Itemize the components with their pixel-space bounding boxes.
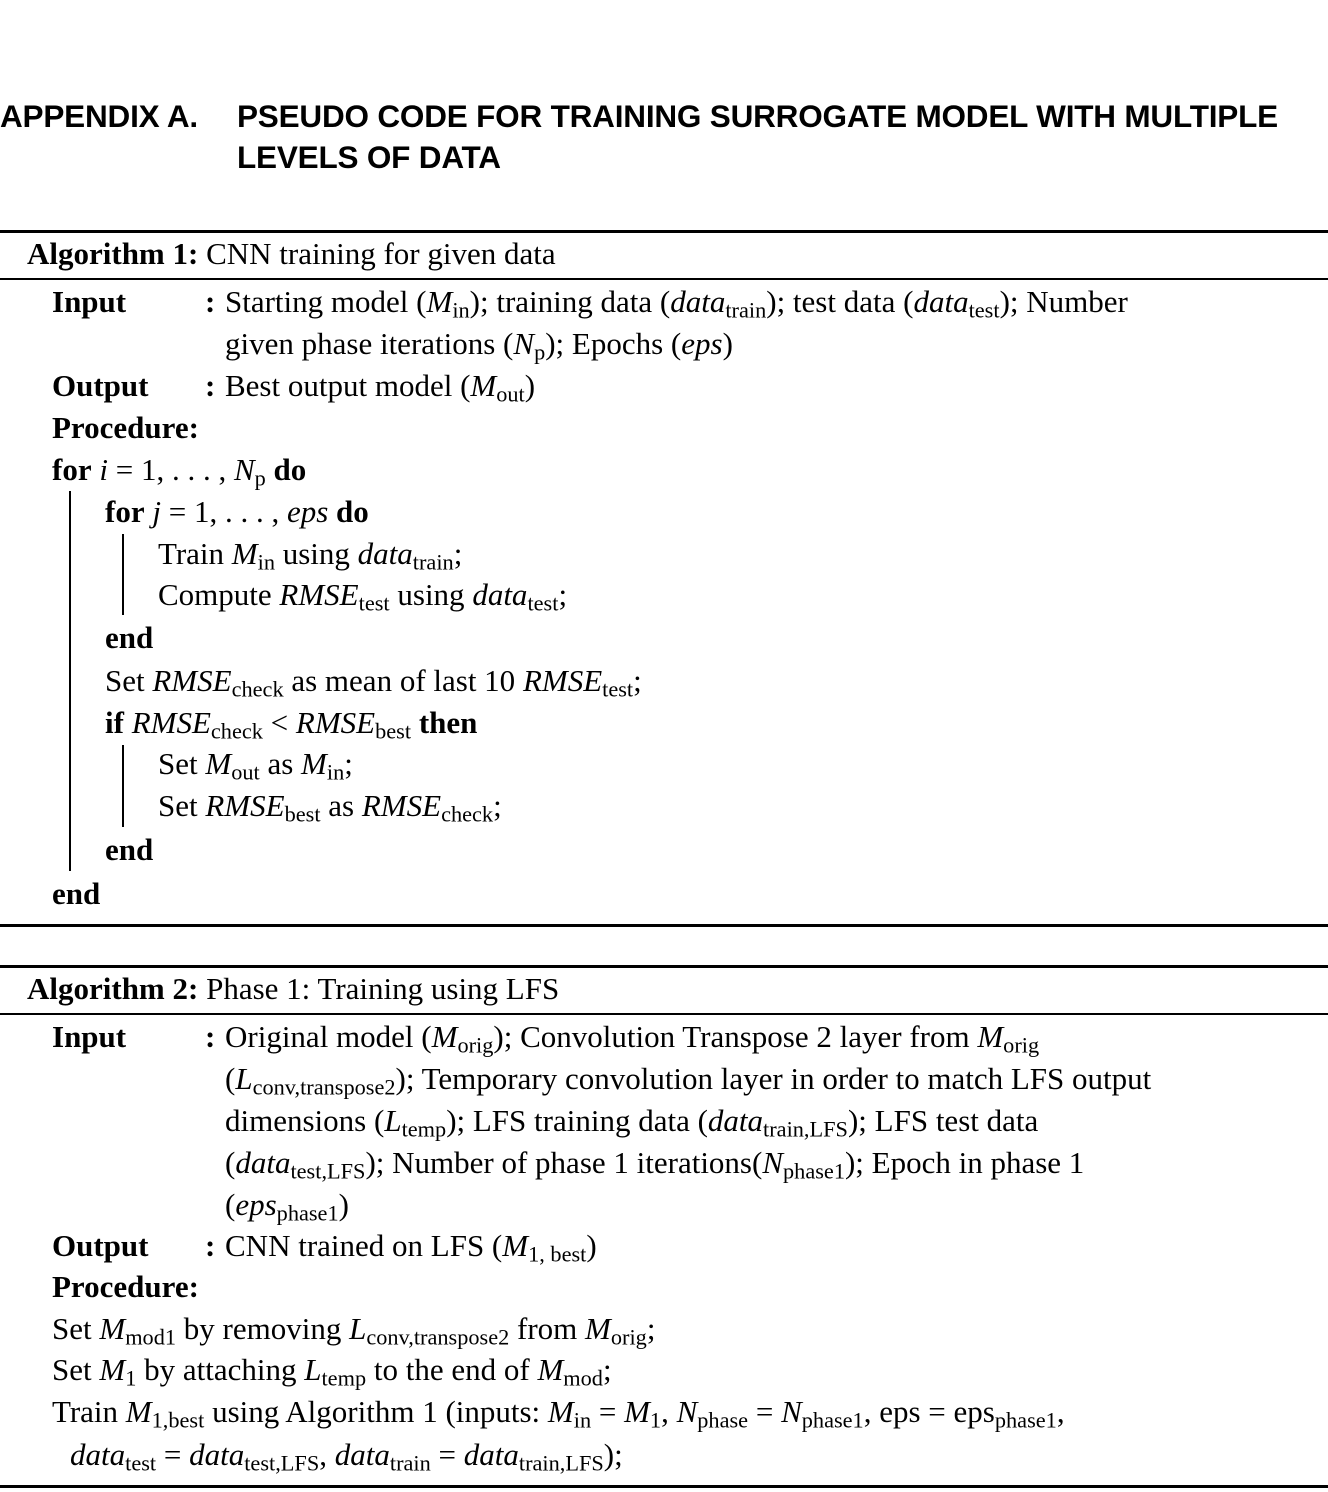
algo2-output-text: CNN trained on LFS $(M_{1, best})$ [225, 1228, 597, 1267]
algo2-input-line-3: dimensions $(L_{temp})$; LFS training data (data$_{train,LFS}$); LFS test data [225, 1103, 1039, 1142]
algo1-caption [27, 236, 556, 272]
algo1-inner-end: end [105, 620, 154, 655]
algo2-step-set-m1: Set $M_1$ by attaching $L_{temp}$ to the end of $M_{mod}$; [52, 1352, 612, 1391]
algo1-outer-loop-bar [69, 491, 71, 871]
algo1-set-mout: Set $M_{out}$ as $M_{in}$; [158, 746, 353, 785]
algo1-compute-step: Compute $RMSE_{test}$ using data$_{test}$; [158, 577, 568, 616]
algo2-input-line-1: Original model $(M_{orig})$; Convolution Transpose 2 layer from $M_{orig}$ [225, 1019, 1040, 1058]
algo2-top-rule [0, 965, 1328, 968]
algo1-label: Algorithm 1: [27, 236, 199, 271]
algo2-output-keyword: Output [52, 1228, 149, 1263]
algo1-output-text: Best output model $(M_{out})$ [225, 368, 536, 407]
algo2-bottom-rule [0, 1485, 1328, 1488]
algo1-caption-rule [0, 278, 1328, 280]
algo1-train-step: Train $M_{in}$ using data$_{train}$; [158, 536, 463, 575]
algo1-procedure-keyword: Procedure: [52, 410, 199, 445]
algo1-title: CNN training for given data [206, 236, 556, 271]
appendix-label: APPENDIX A. [0, 98, 198, 134]
algo1-input-colon: : [205, 284, 216, 319]
algo1-top-rule [0, 230, 1328, 233]
algo1-outer-for: for i = 1, . . . , $N_p$ do [52, 452, 307, 491]
algo1-set-best: Set $RMSE_{best}$ as $RMSE_{check}$; [158, 788, 502, 827]
algo2-caption-rule [0, 1013, 1328, 1015]
algo2-input-line-2: $(L_{conv,transpose2})$; Temporary convolution layer in order to match LFS output [225, 1061, 1152, 1100]
algo2-title: Phase 1: Training using LFS [206, 971, 560, 1006]
algo1-inner-loop-bar [122, 534, 124, 615]
algo1-bottom-rule [0, 924, 1328, 927]
algo1-output-colon: : [205, 368, 216, 403]
algo2-input-colon: : [205, 1019, 216, 1054]
algo1-if-bar [122, 745, 124, 827]
algo2-step-train-line-1: Train $M_{1,best}$ using Algorithm 1 (inputs: $M_{in} = M_1$, $N_{phase} = N_{phase1}$, eps = eps$_{phase1}$, [52, 1394, 1065, 1433]
algo2-input-keyword: Input [52, 1019, 127, 1054]
algo1-set-check: Set $RMSE_{check}$ as mean of last 10 $RMSE_{test}$; [105, 663, 642, 702]
algo2-label: Algorithm 2: [27, 971, 199, 1006]
algo1-inner-for: for j = 1, . . . , eps do [105, 494, 369, 529]
algo1-if-end: end [105, 832, 154, 867]
algo1-input-keyword: Input [52, 284, 127, 319]
appendix-title: PSEUDO CODE FOR TRAINING SURROGATE MODEL WITH MULTIPLE LEVELS OF DATA [237, 98, 1278, 175]
algo1-if: if $RMSE_{check}$ < $RMSE_{best}$ then [105, 705, 478, 744]
algo2-procedure-keyword: Procedure: [52, 1269, 199, 1304]
algo2-caption [27, 971, 559, 1007]
algo2-output-colon: : [205, 1228, 216, 1263]
algo2-input-line-5: (eps$_{phase1}$) [225, 1187, 349, 1226]
algo1-output-keyword: Output [52, 368, 149, 403]
algo1-outer-end: end [52, 876, 101, 911]
algo1-input-line-1: Starting model $(M_{in})$; training data (data$_{train}$); test data (data$_{test}$); Number [225, 284, 1128, 323]
algo2-step-set-mmod1: Set $M_{mod1}$ by removing $L_{conv,transpose2}$ from $M_{orig}$; [52, 1311, 656, 1350]
algo1-input-line-2: given phase iterations $(N_p)$; Epochs (eps) [225, 326, 733, 365]
algo2-step-train-line-2: data$_{test}$ = data$_{test,LFS}$, data$_{train}$ = data$_{train,LFS}$); [70, 1437, 623, 1476]
algo2-input-line-4: (data$_{test,LFS}$); Number of phase 1 $iterations(N_{phase1})$; Epoch in phase 1 [225, 1145, 1085, 1184]
